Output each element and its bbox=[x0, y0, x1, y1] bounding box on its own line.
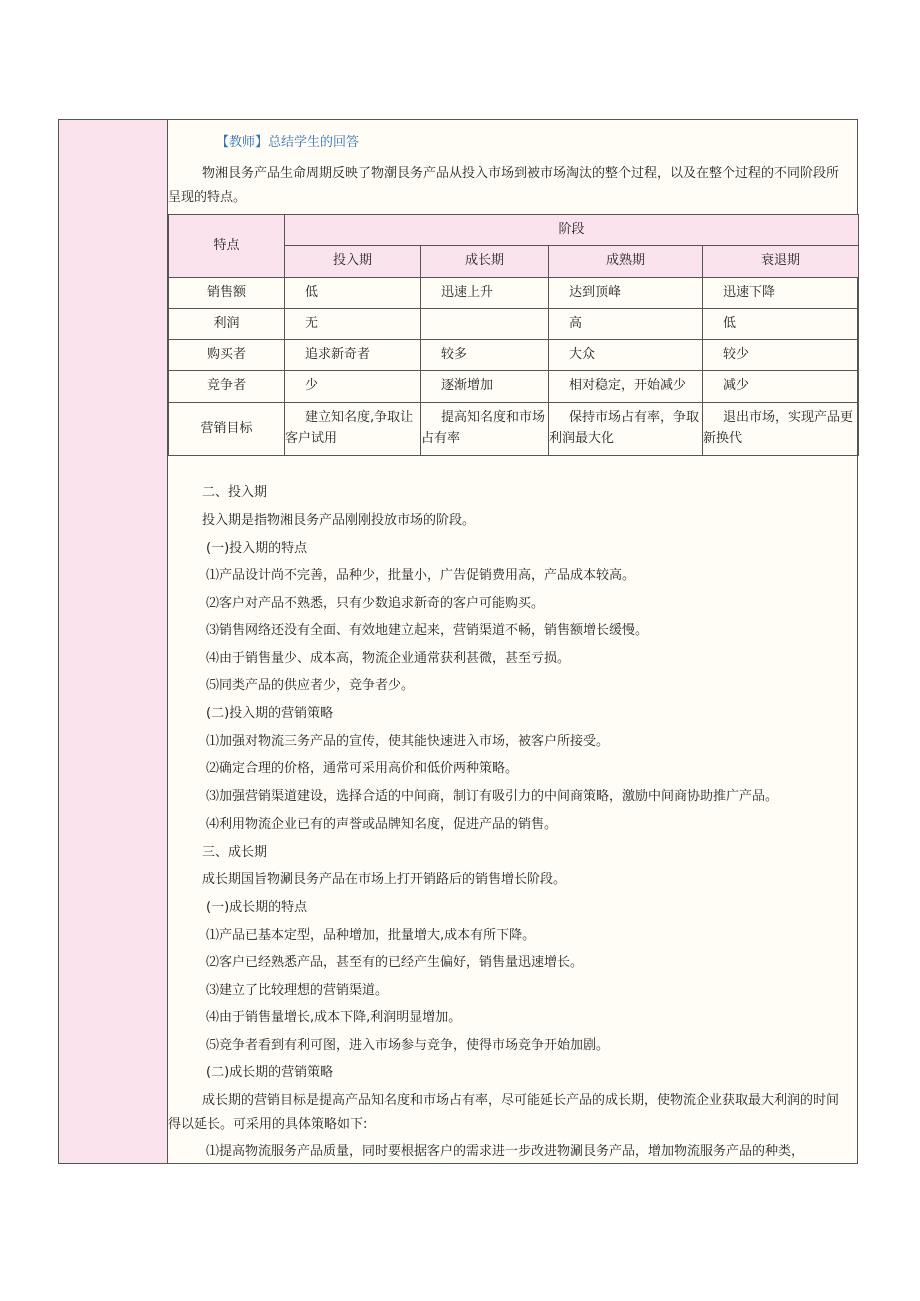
lesson-table-frame bbox=[58, 119, 858, 1164]
body-line: ⑵客户对产品不熟悉，只有少数追求新奇的客户可能购买。 bbox=[206, 596, 545, 611]
cell-line: 新换代 bbox=[703, 430, 743, 446]
lifecycle-table bbox=[168, 214, 859, 456]
cell-line: 提高知名度和市场 bbox=[441, 409, 546, 425]
row-feature: 竞争者 bbox=[169, 371, 285, 402]
cell-line: 退出市场，实现产品更 bbox=[723, 409, 854, 425]
intro-line-1: 物湘艮务产品生命周期反映了物潮艮务产品从投入市场到被市场淘汰的整个过程，以及在整个过程的不同阶段所 bbox=[202, 166, 840, 181]
tail-line-2: 得以延长。可采用的具体策略如下: bbox=[168, 1117, 368, 1132]
tail-line-1: 成长期的营销目标是提高产品知名度和市场占有率，尽可能延长产品的成长期，使物流企业获取最大利润的时间 bbox=[202, 1093, 840, 1108]
body-line: ⑷由于销售量增长,成本下降,利润明显增加。 bbox=[206, 1010, 462, 1025]
body-line: ⑶销售网络还没有全面、有效地建立起来，营销渠道不畅，销售额增长缓慢。 bbox=[206, 623, 649, 638]
body-line: ⑵客户已经熟悉产品，甚至有的已经产生偏好，销售量迅速增长。 bbox=[206, 955, 584, 970]
table-cell bbox=[421, 402, 549, 456]
body-line: 二、投入期 bbox=[202, 485, 268, 500]
intro-line-2: 呈现的特点。 bbox=[168, 190, 247, 205]
table-cell: 达到顶峰 bbox=[549, 277, 703, 308]
row-feature: 营销目标 bbox=[169, 402, 285, 456]
stage-maturity-header: 成熟期 bbox=[549, 246, 703, 277]
table-cell: 迅速下降 bbox=[703, 277, 859, 308]
table-row bbox=[169, 340, 859, 371]
body-line: ⑸同类产品的供应者少，竞争者少。 bbox=[206, 678, 415, 693]
body-line: 成长期国旨物涮艮务产品在市场上打开销路后的销售增长阶段。 bbox=[202, 872, 567, 887]
body-line: (二)成长期的营销策略 bbox=[206, 1065, 334, 1080]
table-cell: 少 bbox=[285, 371, 421, 402]
cell-line: 客户试用 bbox=[285, 430, 338, 446]
table-cell bbox=[285, 402, 421, 456]
table-cell: 大众 bbox=[549, 340, 703, 371]
table-row bbox=[169, 402, 859, 456]
table-cell: 较多 bbox=[421, 340, 549, 371]
content-column bbox=[168, 120, 857, 1163]
cell-line: 保持市场占有率，争取 bbox=[569, 409, 700, 425]
body-line: ⑸竞争者看到有利可图，进入市场参与竞争，使得市场竞争开始加剧。 bbox=[206, 1038, 610, 1053]
table-cell: 低 bbox=[285, 277, 421, 308]
table-row bbox=[169, 277, 859, 308]
table-cell bbox=[703, 402, 859, 456]
body-line: ⑷由于销售量少、成本高，物流企业通常获利甚微，甚至亏损。 bbox=[206, 651, 571, 666]
body-line: ⑷利用物流企业已有的声誉或品牌知名度，促进产品的销售。 bbox=[206, 817, 558, 832]
table-cell: 追求新奇者 bbox=[285, 340, 421, 371]
stage-decline-header: 衰退期 bbox=[703, 246, 859, 277]
table-cell: 相对稳定，开始减少 bbox=[549, 371, 703, 402]
table-row bbox=[169, 308, 859, 339]
table-cell: 无 bbox=[285, 308, 421, 339]
body-line: ⑶加强营销渠道建设，选择合适的中间商，制订有吸引力的中间商策略，激励中间商协助推广产品。 bbox=[206, 789, 779, 804]
table-cell bbox=[549, 402, 703, 456]
stage-header: 阶段 bbox=[285, 215, 859, 246]
row-feature: 销售额 bbox=[169, 277, 285, 308]
body-line: ⑴产品设计尚不完善，品种少，批量小，广告促销费用高，产品成本较高。 bbox=[206, 568, 636, 583]
body-line: ⑵确定合理的价格，通常可采用高价和低价两种策略。 bbox=[206, 761, 519, 776]
table-cell: 减少 bbox=[703, 371, 859, 402]
body-line: ⑴加强对物流三务产品的宣传，使其能快速进入市场，被客户所接受。 bbox=[206, 734, 610, 749]
tail-line-3: ⑴提高物流服务产品质量，同时要根据客户的需求进一步改进物涮艮务产品，增加物流服务产品的种类， bbox=[206, 1144, 805, 1159]
stage-intro-header: 投入期 bbox=[285, 246, 421, 277]
table-cell: 逐渐增加 bbox=[421, 371, 549, 402]
body-line: 三、成长期 bbox=[202, 845, 268, 860]
feature-header: 特点 bbox=[169, 215, 285, 278]
table-cell: 迅速上升 bbox=[421, 277, 549, 308]
body-line: ⑴产品已基本定型，品种增加，批量增大,成本有所下降。 bbox=[206, 928, 536, 943]
table-cell: 高 bbox=[549, 308, 703, 339]
body-line: (一)成长期的特点 bbox=[206, 900, 308, 915]
body-line: (一)投入期的特点 bbox=[206, 541, 308, 556]
body-line: (二)投入期的营销策略 bbox=[206, 706, 334, 721]
body-line: 投入期是指物湘艮务产品刚刚投放市场的阶段。 bbox=[202, 513, 476, 528]
left-column bbox=[59, 120, 168, 1163]
table-cell: 低 bbox=[703, 308, 859, 339]
table-cell: 较少 bbox=[703, 340, 859, 371]
cell-line: 利润最大化 bbox=[549, 430, 615, 446]
teacher-label: 【教师】总结学生的回答 bbox=[216, 135, 360, 150]
table-cell bbox=[421, 308, 549, 339]
cell-line: 占有率 bbox=[421, 430, 461, 446]
stage-growth-header: 成长期 bbox=[421, 246, 549, 277]
body-line: ⑶建立了比较理想的营销渠道。 bbox=[206, 983, 389, 998]
table-row bbox=[169, 371, 859, 402]
cell-line: 建立知名度,争取让 bbox=[305, 409, 414, 425]
row-feature: 利润 bbox=[169, 308, 285, 339]
row-feature: 购买者 bbox=[169, 340, 285, 371]
